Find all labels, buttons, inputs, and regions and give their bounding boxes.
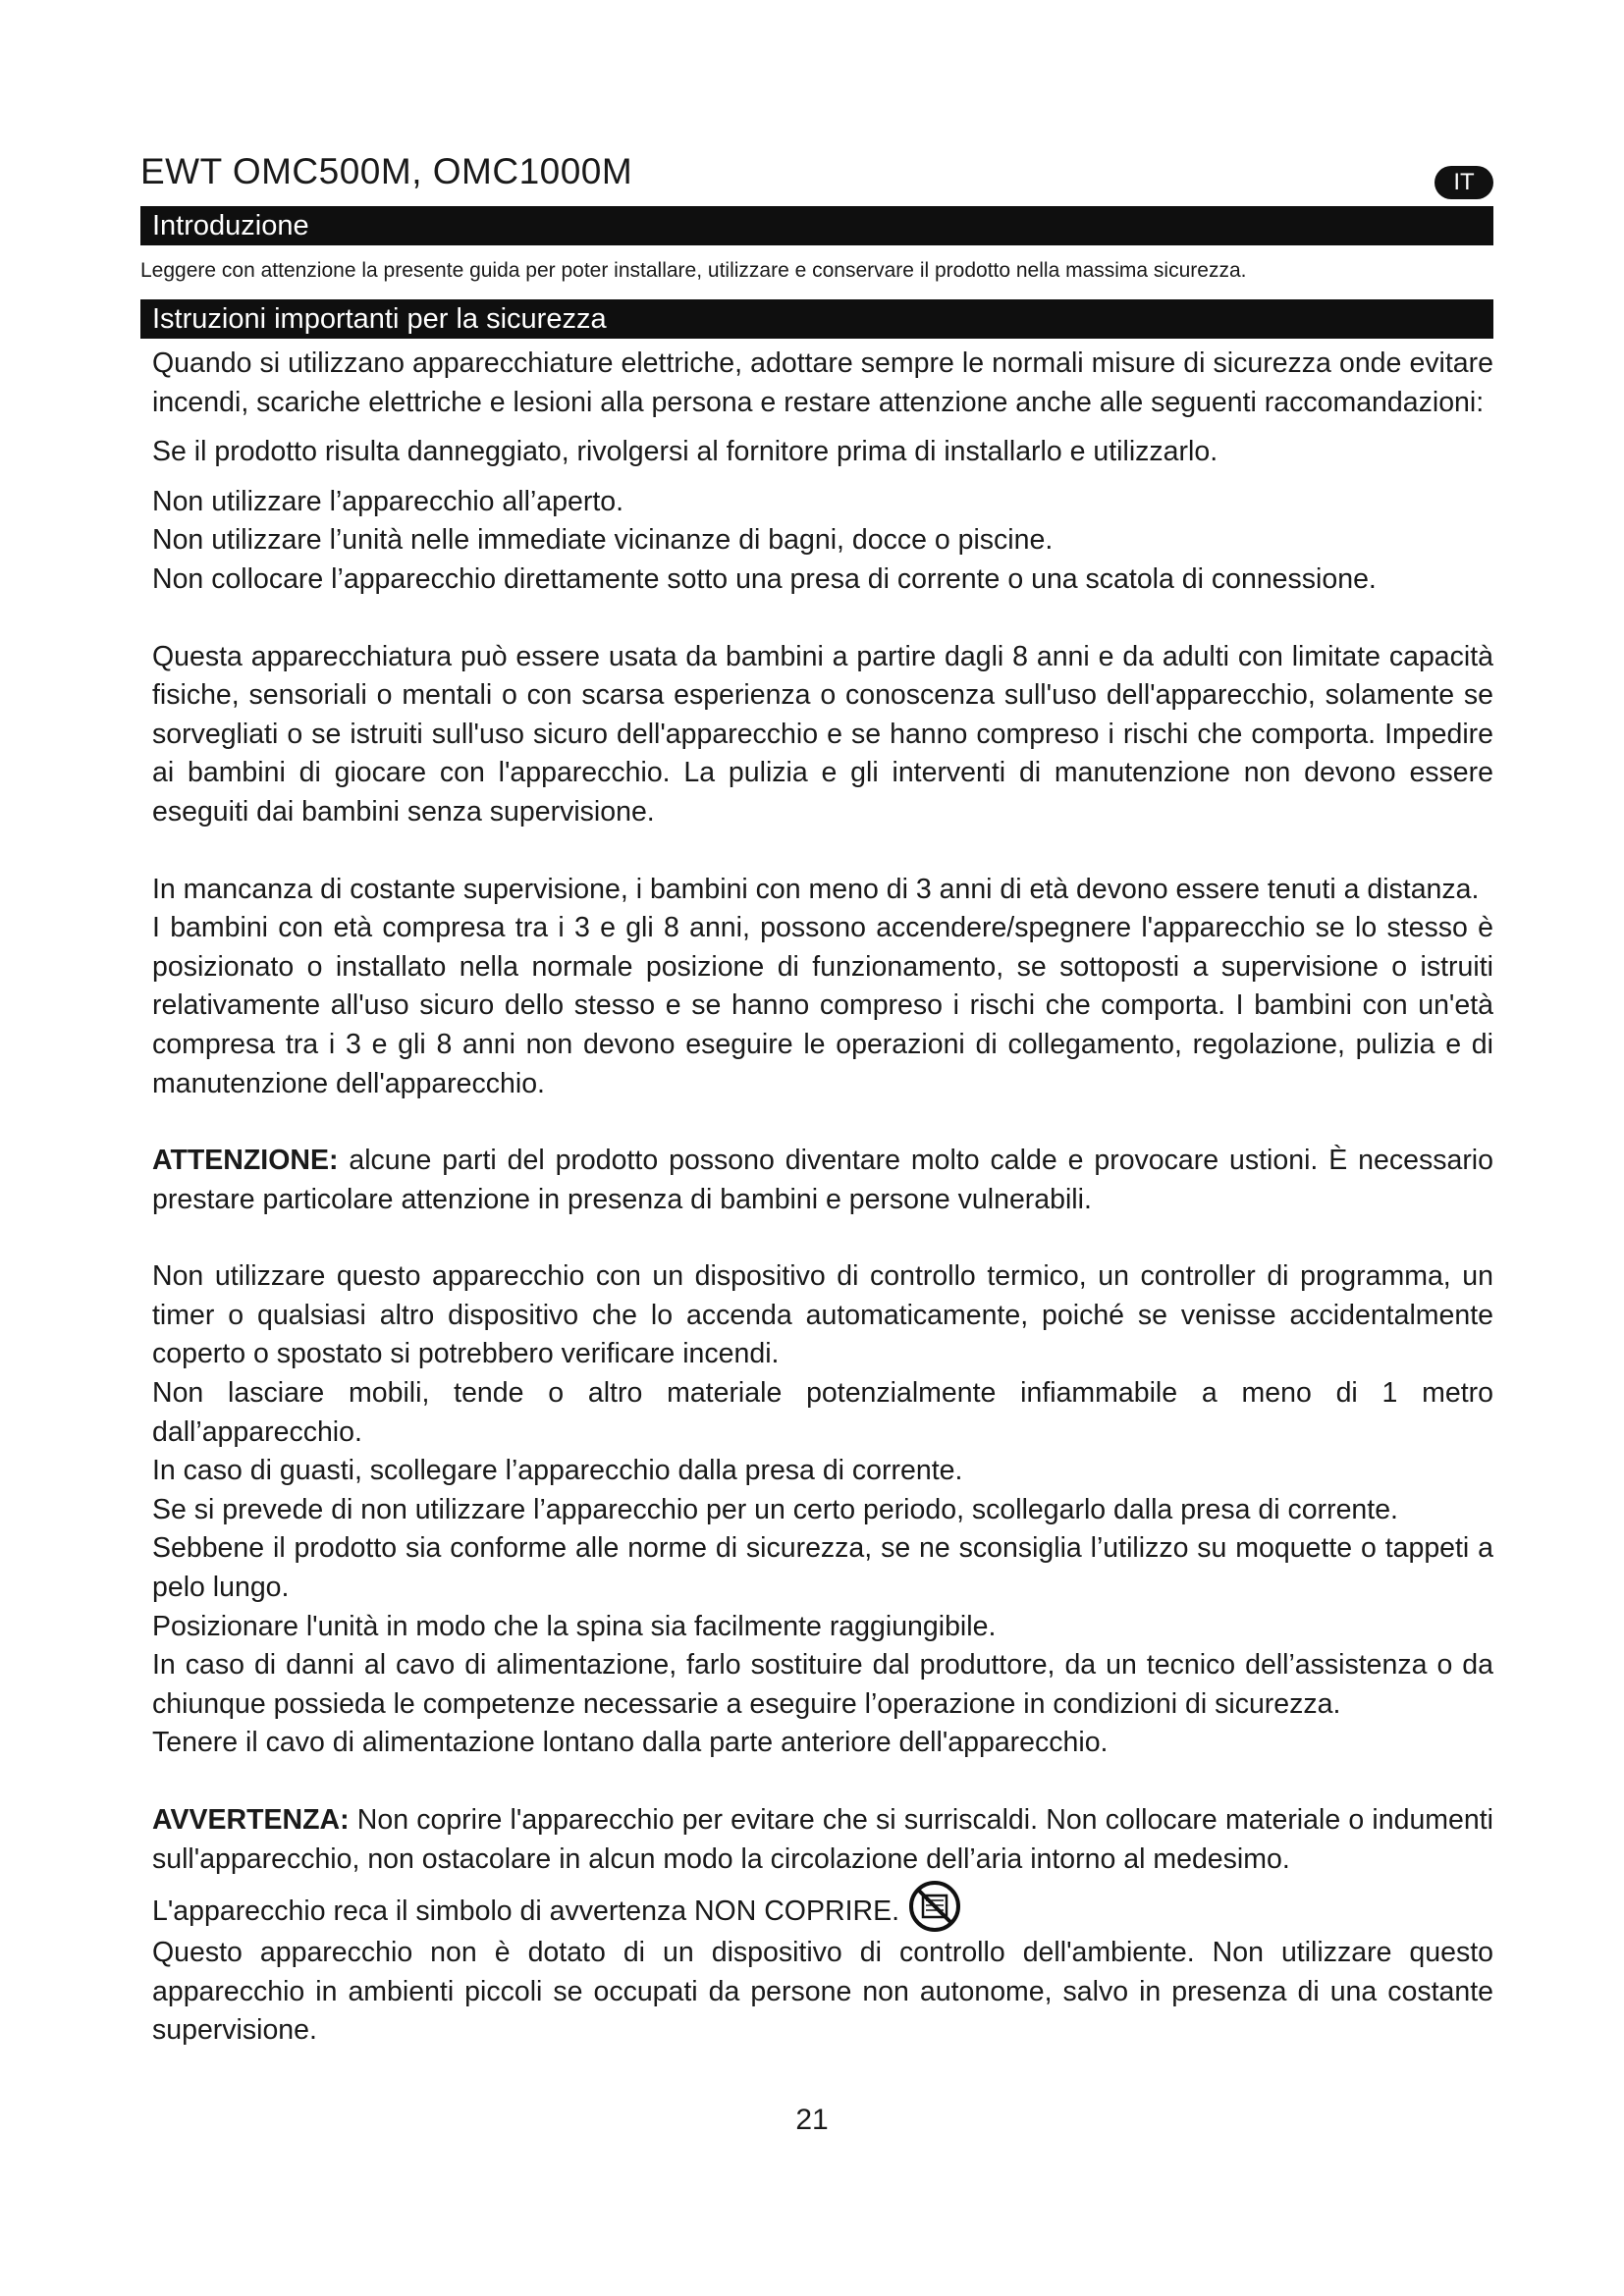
introduction-heading: Introduzione [140, 206, 1493, 245]
attention-text: alcune parti del prodotto possono diventare molto calde e provocare ustioni. È necessario prestare particolare attenzione in presenza di bambini e persone vulnerabili. [152, 1145, 1493, 1215]
safety-paragraph: Tenere il cavo di alimentazione lontano dalla parte anteriore dell'apparecchio. [152, 1727, 1109, 1759]
safety-paragraph: In caso di guasti, scollegare l’apparecchio dalla presa di corrente. [152, 1455, 963, 1487]
safety-paragraph: Questa apparecchiatura può essere usata da bambini a partire dagli 8 anni e da adulti con limitate capacità fisiche, sensoriali o mentali o con scarsa esperienza o conoscenza sull'uso dell'apparecchio, solamente se sorvegliati o se istruiti sull'uso sicuro dell'apparecchio e se hanno compreso i rischi che comporta. Impedire ai bambini di giocare con l'apparecchio. La pulizia e gli interventi di manutenzione non devono essere eseguiti dai bambini senza supervisione. [152, 640, 1493, 828]
safety-paragraph: I bambini con età compresa tra i 3 e gli 8 anni, possono accendere/spegnere l'apparecchio se lo stesso è posizionato o installato nella normale posizione di funzionamento, se sottoposti a supervisione o istruiti relativamente all'uso sicuro dello stesso e se hanno compreso i rischi che comporta. I bambini con un'età compresa tra i 3 e gli 8 anni non devono eseguire le operazioni di collegamento, regolazione, pulizia e di manutenzione dell'apparecchio. [152, 912, 1493, 1099]
symbol-line [152, 1879, 1493, 1934]
safety-paragraph: Questo apparecchio non è dotato di un dispositivo di controllo dell'ambiente. Non utilizzare questo apparecchio in ambienti piccoli se occupati da persone non autonome, salvo in presenza di una costante supervisione. [152, 1937, 1493, 2047]
safety-paragraph: In mancanza di costante supervisione, i bambini con meno di 3 anni di età devono essere tenuti a distanza. [152, 873, 1480, 905]
safety-paragraph: In caso di danni al cavo di alimentazione, farlo sostituire dal produttore, da un tecnico dell’assistenza o da chiunque possieda le competenze necessarie a eseguire l’operazione in condizioni di sicurezza. [152, 1649, 1493, 1720]
model-title: EWT OMC500M, OMC1000M [140, 151, 633, 191]
safety-content [152, 345, 1493, 2051]
attention-paragraph [152, 1142, 1493, 1219]
safety-paragraph: Se si prevede di non utilizzare l’apparecchio per un certo periodo, scollegarlo dalla presa di corrente. [152, 1493, 1398, 1525]
safety-paragraph: Non collocare l’apparecchio direttamente sotto una presa di corrente o una scatola di connessione. [152, 562, 1377, 595]
safety-paragraph: Posizionare l'unità in modo che la spina sia facilmente raggiungibile. [152, 1610, 997, 1642]
safety-paragraph: Sebbene il prodotto sia conforme alle norme di sicurezza, se ne sconsiglia l’utilizzo su moquette o tappeti a pelo lungo. [152, 1532, 1493, 1604]
warning-text: Non coprire l'apparecchio per evitare che si surriscaldi. Non collocare materiale o indumenti sull'apparecchio, non ostacolare in alcun modo la circolazione dell’aria intorno al medesimo. [152, 1804, 1493, 1875]
language-badge: IT [1435, 166, 1493, 199]
symbol-line-text: L'apparecchio reca il simbolo di avvertenza NON COPRIRE. [152, 1896, 899, 1928]
safety-heading: Istruzioni importanti per la sicurezza [140, 299, 1493, 339]
safety-paragraph: Non lasciare mobili, tende o altro materiale potenzialmente infiammabile a meno di 1 metro dall’apparecchio. [152, 1377, 1493, 1448]
introduction-text: Leggere con attenzione la presente guida per poter installare, utilizzare e conservare il prodotto nella massima sicurezza. [140, 259, 1247, 282]
safety-paragraph: Non utilizzare l’apparecchio all’aperto. [152, 485, 624, 517]
warning-paragraph [152, 1801, 1493, 1879]
do-not-cover-icon [907, 1879, 962, 1934]
page-number: 21 [795, 2104, 829, 2136]
safety-paragraph: Se il prodotto risulta danneggiato, rivolgersi al fornitore prima di installarlo e utilizzarlo. [152, 436, 1218, 468]
attention-label: ATTENZIONE: [152, 1145, 339, 1177]
safety-paragraph: Non utilizzare l’unità nelle immediate vicinanze di bagni, docce o piscine. [152, 524, 1054, 557]
warning-label: AVVERTENZA: [152, 1804, 350, 1836]
safety-paragraph: Quando si utilizzano apparecchiature elettriche, adottare sempre le normali misure di sicurezza onde evitare incendi, scariche elettriche e lesioni alla persona e restare attenzione anche alle seguenti raccomandazioni: [152, 347, 1493, 418]
safety-paragraph: Non utilizzare questo apparecchio con un dispositivo di controllo termico, un controller di programma, un timer o qualsiasi altro dispositivo che lo accenda automaticamente, poiché se venisse accidentalmente coperto o spostato si potrebbero verificare incendi. [152, 1260, 1493, 1370]
